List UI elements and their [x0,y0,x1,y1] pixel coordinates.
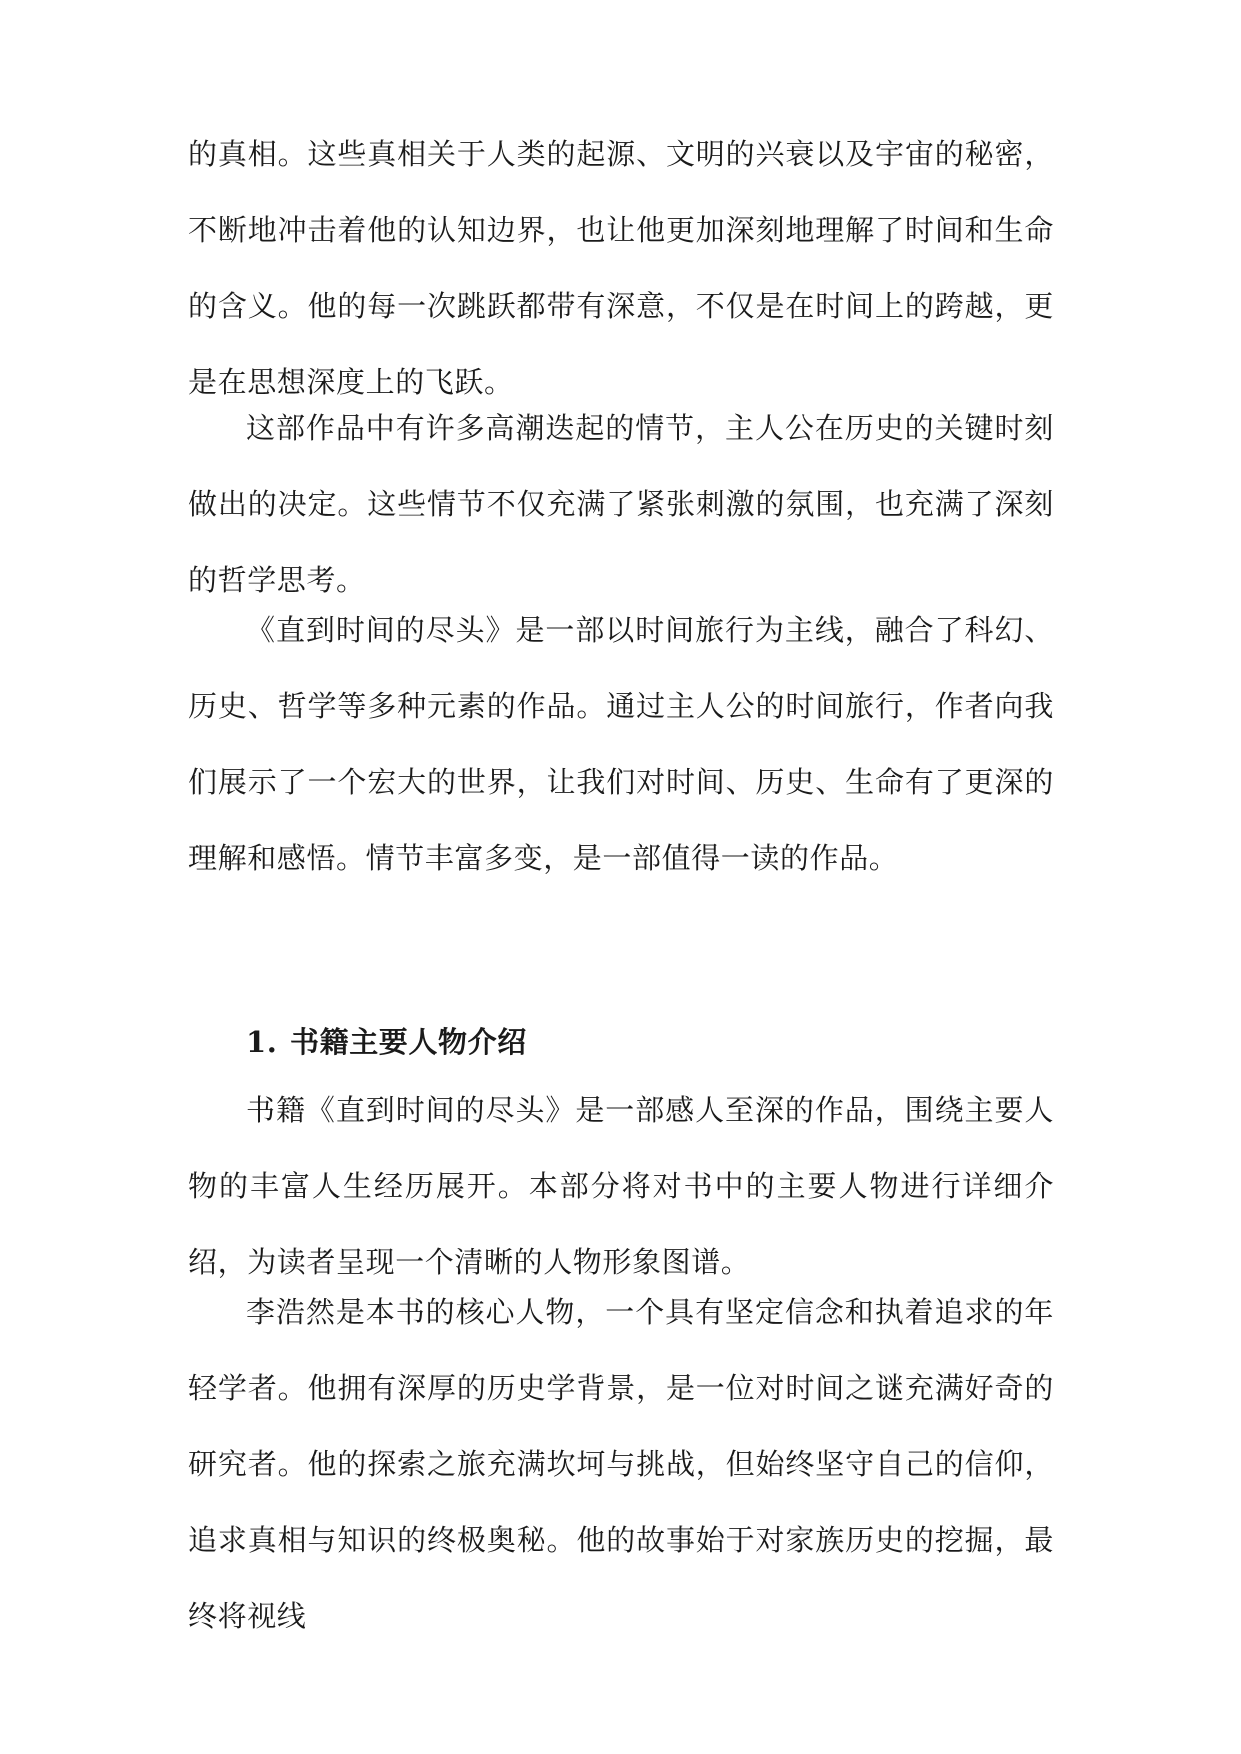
paragraph-characters-intro: 书籍《直到时间的尽头》是一部感人至深的作品，围绕主要人物的丰富人生经历展开。本部分将对书中的主要人物进行详细介绍，为读者呈现一个清晰的人物形象图谱。 [188,1093,1054,1279]
section-title: 书籍主要人物介绍 [290,1025,527,1059]
paragraph-li-haoran: 李浩然是本书的核心人物，一个具有坚定信念和执着追求的年轻学者。他拥有深厚的历史学背景，是一位对时间之谜充满好奇的研究者。他的探索之旅充满坎坷与挑战，但始终坚守自己的信仰，追求真相与知识的终极奥秘。他的故事始于对家族历史的挖掘，最终将视线 [188,1295,1054,1633]
section-number: 1. [246,1025,278,1059]
paragraph-climax: 这部作品中有许多高潮迭起的情节，主人公在历史的关键时刻做出的决定。这些情节不仅充满了紧张刺激的氛围，也充满了深刻的哲学思考。 [188,411,1054,597]
paragraph-summary: 《直到时间的尽头》是一部以时间旅行为主线，融合了科幻、历史、哲学等多种元素的作品。通过主人公的时间旅行，作者向我们展示了一个宏大的世界，让我们对时间、历史、生命有了更深的理解和感悟。情节丰富多变，是一部值得一读的作品。 [188,613,1054,875]
paragraph-intro-continuation: 的真相。这些真相关于人类的起源、文明的兴衰以及宇宙的秘密，不断地冲击着他的认知边界，也让他更加深刻地理解了时间和生命的含义。他的每一次跳跃都带有深意，不仅是在时间上的跨越，更是在思想深度上的飞跃。 [188,137,1054,399]
section-heading [246,1004,527,1080]
